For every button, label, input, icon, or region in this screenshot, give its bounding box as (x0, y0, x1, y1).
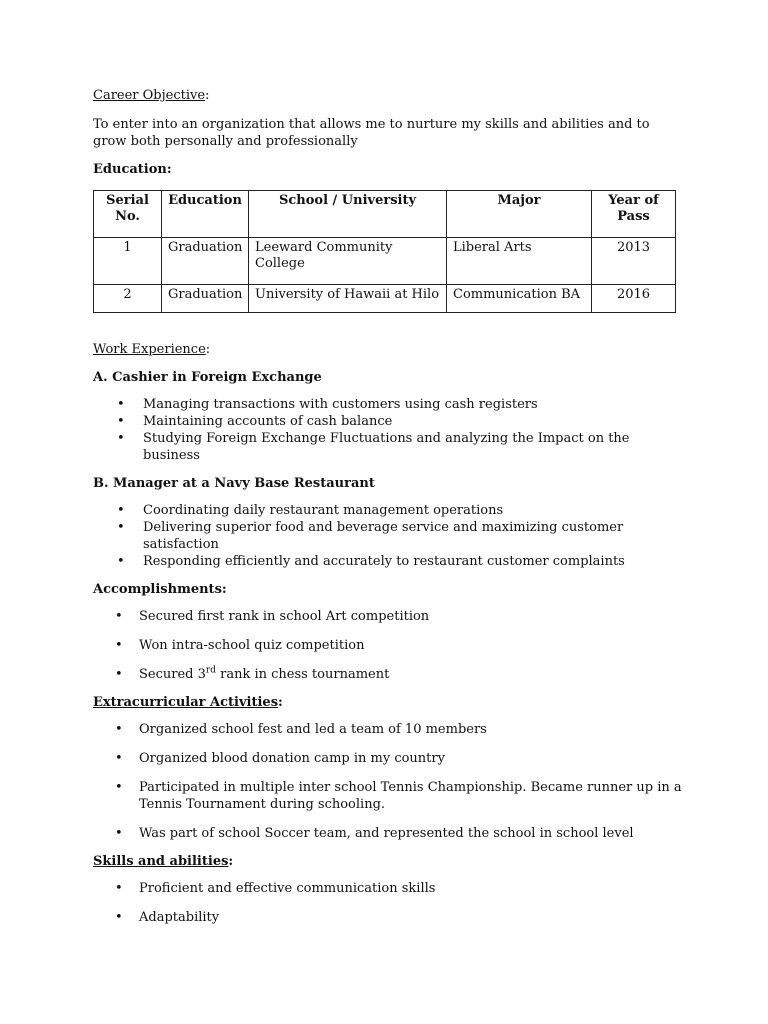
education-heading: Education: (93, 162, 172, 177)
list-item: • Maintaining accounts of cash balance (117, 414, 393, 429)
list-item: • Coordinating daily restaurant management operations (117, 503, 504, 518)
column-header: Education (162, 191, 249, 238)
bullet: • (117, 554, 125, 569)
table-cell: 2013 (592, 238, 676, 285)
accomplishments-list (93, 608, 683, 683)
column-header: School / University (249, 191, 447, 238)
extracurricular-list (93, 721, 683, 842)
skills-heading: Skills and abilities: (93, 854, 234, 869)
list-item: • Studying Foreign Exchange Fluctuations and analyzing the Impact on the business (117, 431, 630, 463)
bullet: • (115, 910, 123, 925)
skills-list (93, 880, 683, 926)
table-cell: 1 (94, 238, 162, 285)
career-objective-heading: Career Objective: (93, 88, 210, 103)
resume-page (93, 87, 683, 926)
bullet: • (115, 751, 123, 766)
table-row (94, 285, 676, 313)
bullet: • (117, 397, 125, 412)
extracurricular-heading: Extracurricular Activities: (93, 695, 283, 710)
table-cell: Graduation (162, 285, 249, 313)
table-cell: Leeward Community College (249, 238, 447, 285)
table-cell: Communication BA (447, 285, 592, 313)
table-cell: 2 (94, 285, 162, 313)
list-item: • Secured 3rd rank in chess tournament (115, 665, 390, 682)
list-item: • Managing transactions with customers using cash registers (117, 397, 538, 412)
bullet: • (117, 503, 125, 518)
list-item: • Participated in multiple inter school Tennis Championship. Became runner up in a Tennis Tournament during schooling. (115, 780, 682, 812)
table-header-row (94, 191, 676, 238)
list-item: • Secured first rank in school Art competition (115, 609, 430, 624)
list-item: • Adaptability (115, 910, 220, 925)
bullet: • (115, 780, 123, 795)
bullet: • (117, 431, 125, 446)
job-bullet-list (93, 396, 683, 464)
job-title: A. Cashier in Foreign Exchange (93, 370, 322, 385)
column-header: Serial No. (94, 191, 162, 238)
list-item: • Was part of school Soccer team, and represented the school in school level (115, 826, 634, 841)
column-header: Major (447, 191, 592, 238)
bullet: • (115, 609, 123, 624)
table-cell: 2016 (592, 285, 676, 313)
bullet: • (117, 414, 125, 429)
list-item: • Organized school fest and led a team of 10 members (115, 722, 487, 737)
bullet: • (115, 638, 123, 653)
column-header: Year of Pass (592, 191, 676, 238)
list-item: • Proficient and effective communication skills (115, 881, 436, 896)
list-item: • Responding efficiently and accurately to restaurant customer complaints (117, 554, 625, 569)
table-cell: Liberal Arts (447, 238, 592, 285)
bullet: • (115, 826, 123, 841)
accomplishments-heading: Accomplishments: (93, 582, 227, 597)
table-row (94, 238, 676, 285)
bullet: • (115, 881, 123, 896)
career-objective-text: To enter into an organization that allows me to nurture my skills and abilities and to grow both personally and professionally (93, 117, 650, 149)
job-bullet-list (93, 502, 683, 570)
bullet: • (117, 520, 125, 535)
list-item: • Delivering superior food and beverage service and maximizing customer satisfaction (117, 520, 624, 552)
table-cell: University of Hawaii at Hilo (249, 285, 447, 313)
bullet: • (115, 722, 123, 737)
list-item: • Organized blood donation camp in my country (115, 751, 445, 766)
job-title: B. Manager at a Navy Base Restaurant (93, 476, 375, 491)
table-cell: Graduation (162, 238, 249, 285)
list-item: • Won intra-school quiz competition (115, 638, 365, 653)
bullet: • (115, 667, 123, 682)
work-experience-heading: Work Experience: (93, 342, 211, 357)
education-table (93, 190, 676, 313)
